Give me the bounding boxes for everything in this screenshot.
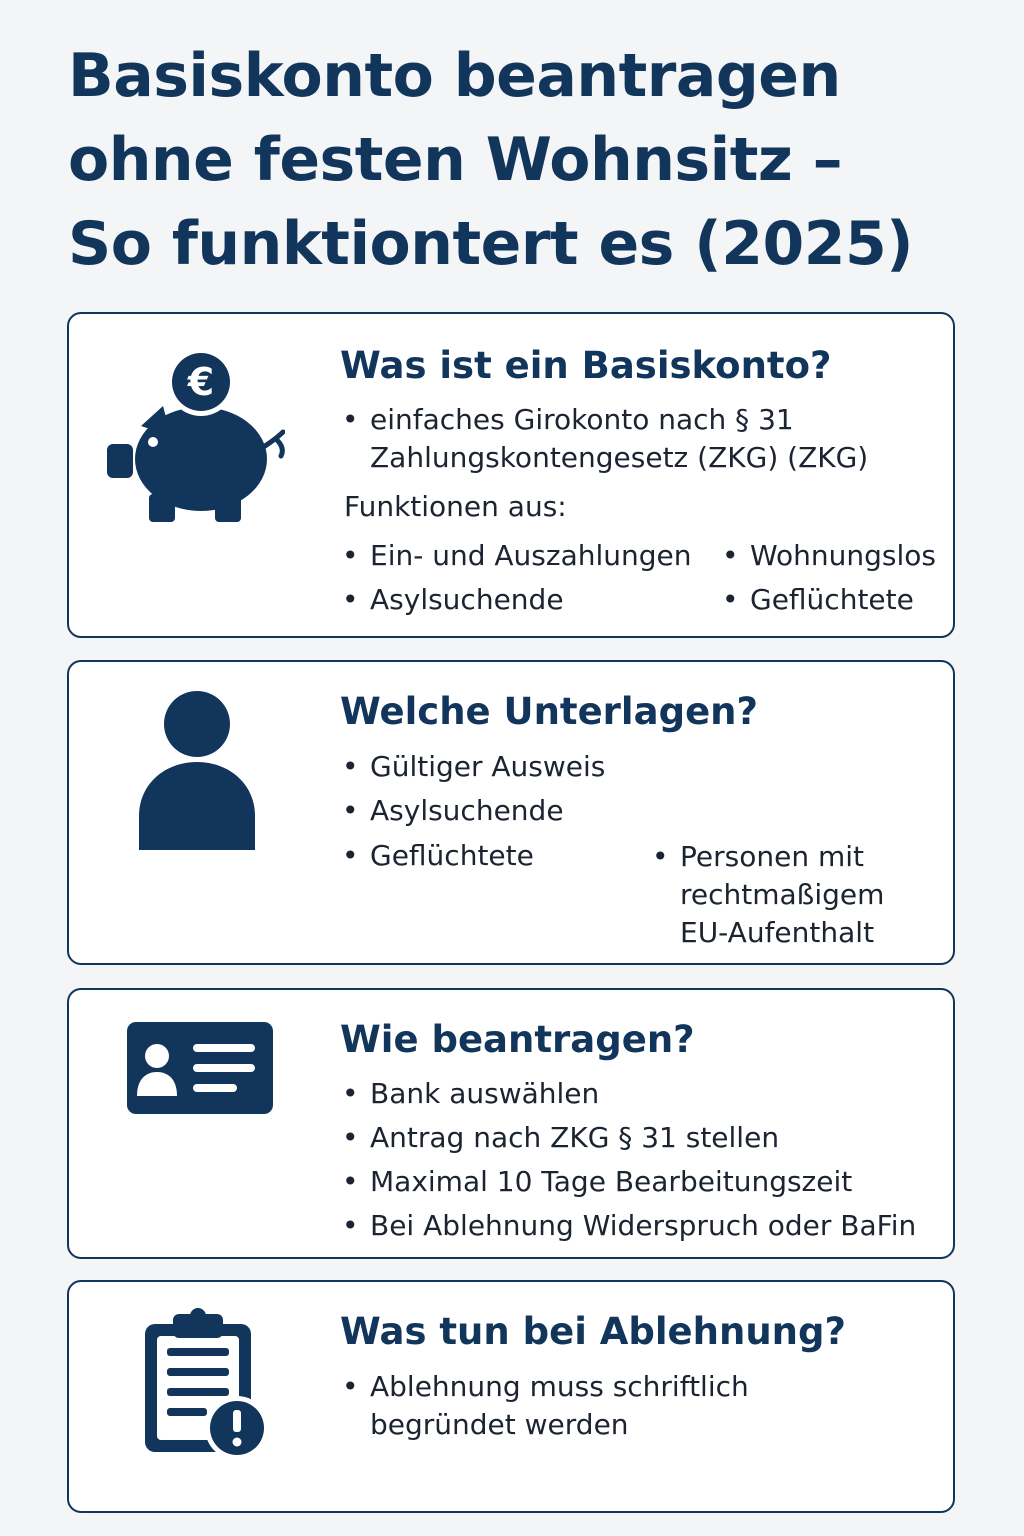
card-unterlagen xyxy=(67,660,955,965)
list-item: • Geflüchtete xyxy=(340,837,534,875)
list-item xyxy=(340,1368,749,1444)
piggy-bank-euro-icon xyxy=(105,346,285,530)
list-item: • Asylsuchende xyxy=(340,792,564,830)
list-item: • Asylsuchende xyxy=(340,581,564,619)
note-line-1: • Ablehnung muss schriftlich xyxy=(370,1370,749,1403)
card-heading: Was tun bei Ablehnung? xyxy=(340,1310,846,1353)
card-basiskonto xyxy=(67,312,955,638)
card-heading: Was ist ein Basiskonto? xyxy=(340,344,832,387)
clipboard-alert-icon xyxy=(139,1306,271,1464)
definition-line-2: Zahlungskontengesetz (ZKG) (ZKG) xyxy=(370,441,869,474)
list-item: • Antrag nach ZKG § 31 stellen xyxy=(340,1119,779,1157)
title-line-3: So funktiontert es (2025) xyxy=(68,209,914,279)
card-ablehnung xyxy=(67,1280,955,1513)
list-item: • Wohnungslos xyxy=(720,537,936,575)
card-heading: Welche Unterlagen? xyxy=(340,690,758,733)
extra-line-1: • Personen mit xyxy=(680,840,864,873)
card-beantragen xyxy=(67,988,955,1259)
list-item: • Bei Ablehnung Widerspruch oder BaFin xyxy=(340,1207,916,1245)
definition-item xyxy=(340,401,868,477)
extra-line-2: rechtmaßigem xyxy=(680,878,885,911)
page-title xyxy=(68,34,968,286)
list-item: • Gültiger Ausweis xyxy=(340,748,605,786)
list-item xyxy=(650,838,884,952)
note-line-2: begründet werden xyxy=(370,1408,629,1441)
person-icon xyxy=(135,688,259,858)
title-line-2: ohne festen Wohnsitz – xyxy=(68,125,843,195)
list-item: • Ein- und Auszahlungen xyxy=(340,537,692,575)
definition-line-1: • einfaches Girokonto nach § 31 xyxy=(370,403,794,436)
svg-text:€: € xyxy=(187,360,215,404)
id-card-icon xyxy=(125,1020,275,1120)
card-heading: Wie beantragen? xyxy=(340,1018,695,1061)
list-item: • Maximal 10 Tage Bearbeitungszeit xyxy=(340,1163,852,1201)
extra-line-3: EU-Aufenthalt xyxy=(680,916,875,949)
list-item: • Bank auswählen xyxy=(340,1075,599,1113)
functions-subheading: Funktionen aus: xyxy=(344,490,567,523)
title-line-1: Basiskonto beantragen xyxy=(68,41,841,111)
list-item: • Geflüchtete xyxy=(720,581,914,619)
